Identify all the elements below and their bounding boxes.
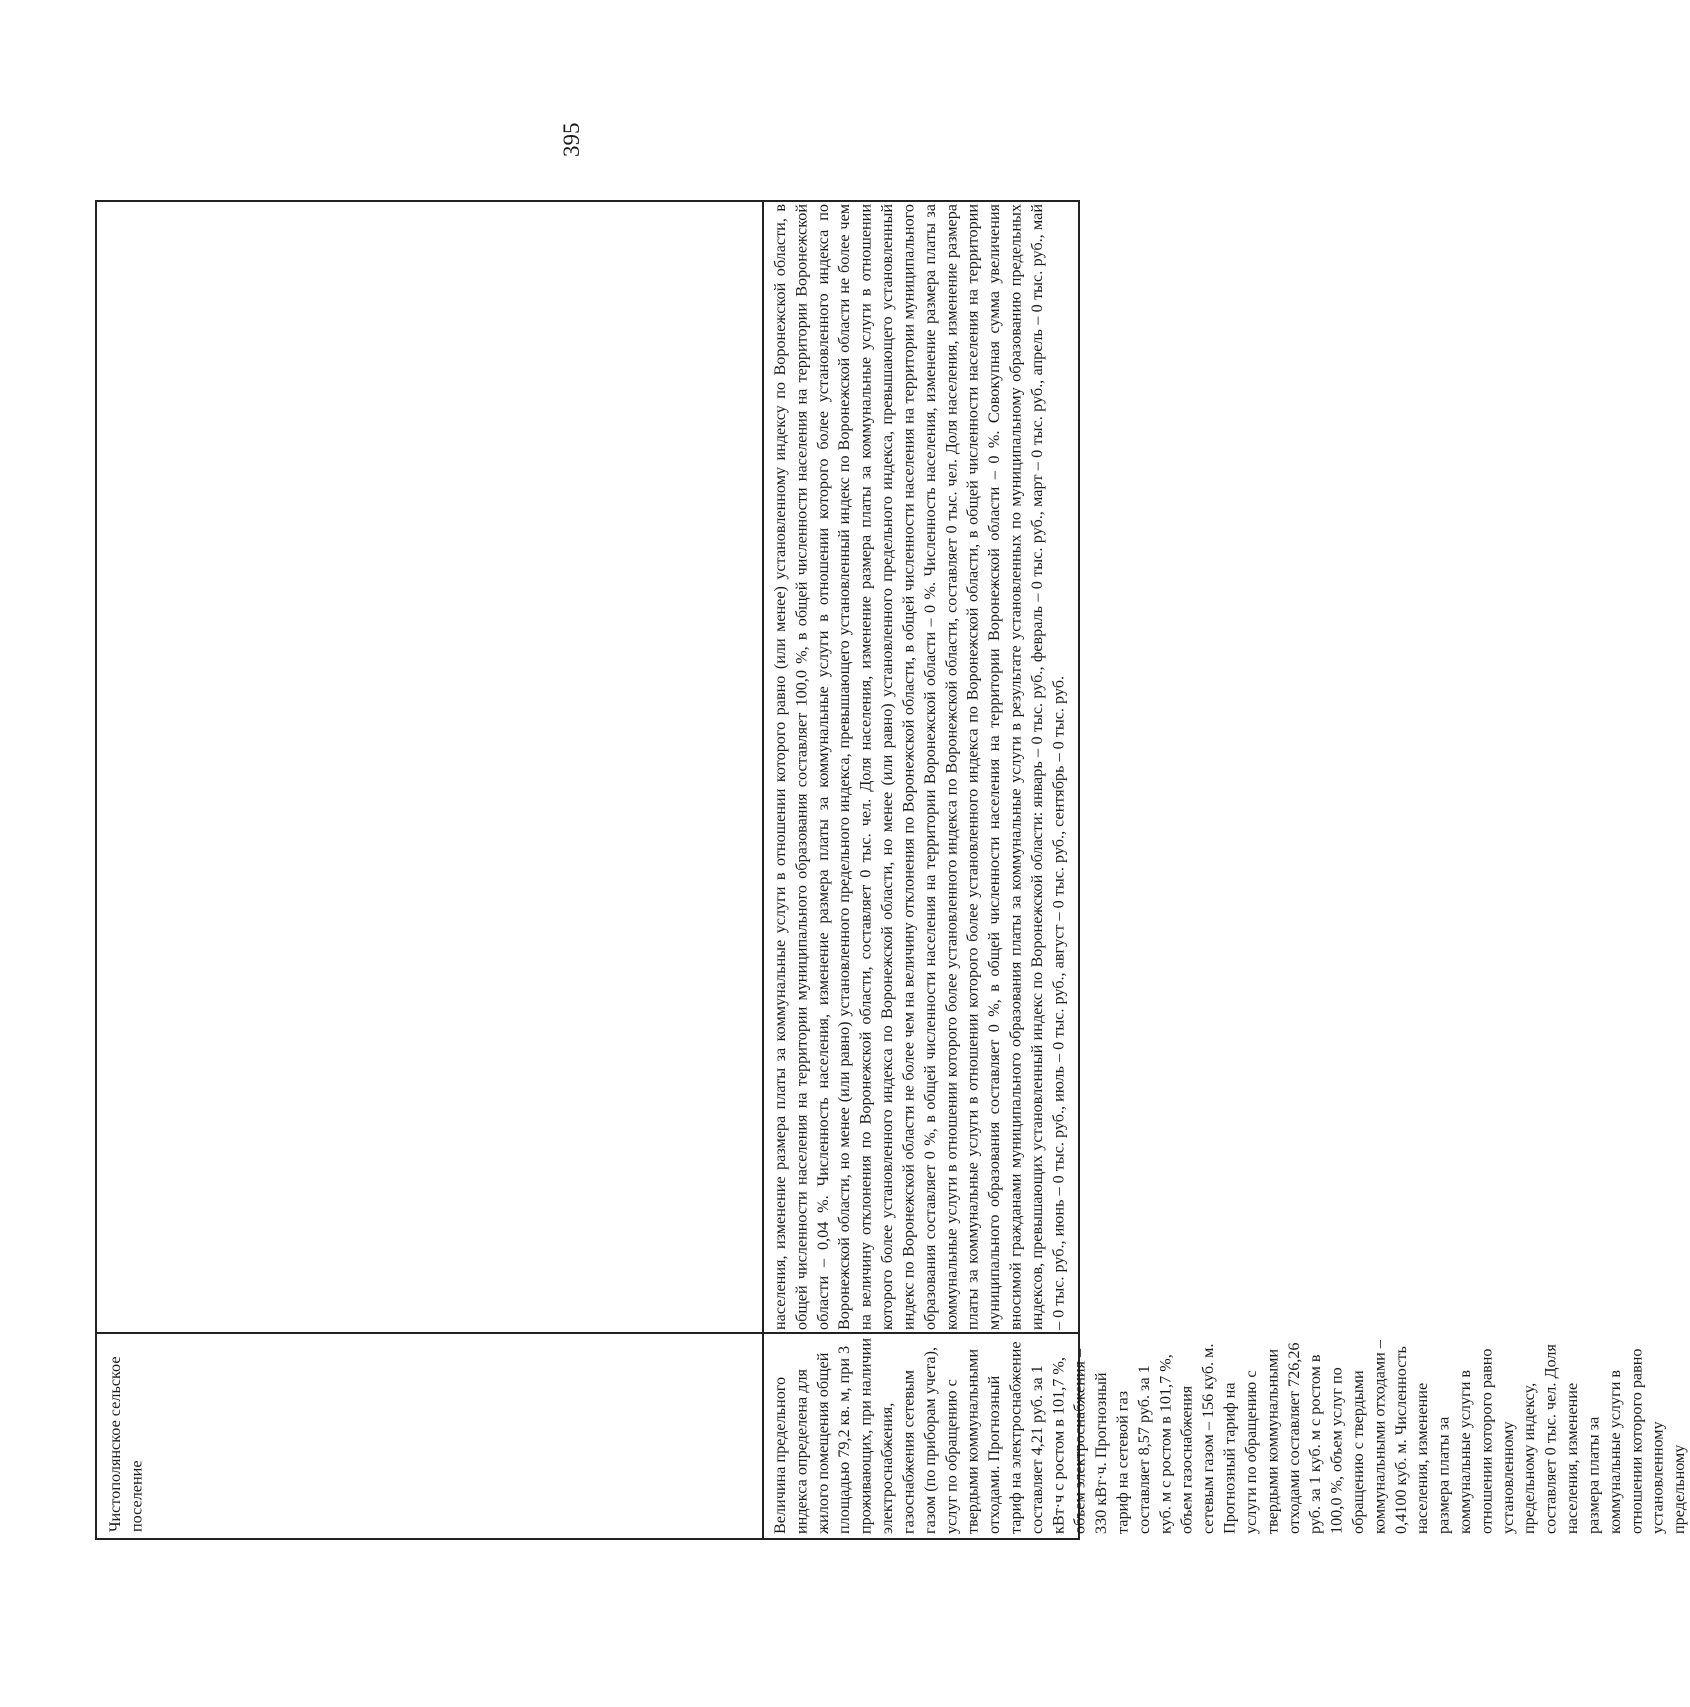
row-1-municipality-cell [99, 202, 762, 1332]
row-2-municipality-cell: Чистополянское сельское поселение [106, 1356, 146, 1532]
page-number: 395 [559, 122, 584, 158]
data-table [95, 200, 1689, 1540]
row-1-description-cell: населения, изменение размера платы за коммунальные услуги в отношении которого равно (или менее) установленному индексу по Воронежской области, в общей численности населения на территории муниципального образования составляет 100,0 %, в общей численности населения на территории Воронежской области – 0,04 %. Численность населения, изменение размера платы за коммунальные услуги в отношении которого более установленного индекса по Воронежской области, но менее (или равно) установленного предельного индекса, превышающего установленный индекс по Воронежской области не более чем на величину отклонения по Воронежской области, составляет 0 тыс. чел. Доля населения, изменение размера платы за коммунальные услуги в отношении которого более установленного индекса по Воронежской области, но менее (или равно) установленного предельного индекса, превышающего установленный индекс по Воронежской области не более чем на величину отклонения по Воронежской области, в общей численности населения на территории муниципального образования составляет 0 %, в общей численности населения на территории Воронежской области – 0 %. Численность населения, изменение размера платы за коммунальные услуги в отношении которого более установленного индекса по Воронежской области, составляет 0 тыс. чел. Доля населения, изменение размера платы за коммунальные услуги в отношении которого более установленного индекса по Воронежской области, в общей численности населения на территории муниципального образования составляет 0 %, в общей численности населения на территории Воронежской области – 0 %. Совокупная сумма увеличения вносимой гражданами муниципального образования платы за коммунальные услуги в результате установленных по муниципальному образованию предельных индексов, превышающих установленный индекс по Воронежской области: январь – 0 тыс. руб., февраль – 0 тыс. руб., март – 0 тыс. руб., апрель – 0 тыс. руб., май – 0 тыс. руб., июнь – 0 тыс. руб., июль – 0 тыс. руб., август – 0 тыс. руб., сентябрь – 0 тыс. руб. [771, 204, 1068, 1330]
row-2-description-cell: Величина предельного индекса определена для жилого помещения общей площадью 79,2 кв. м, при 3 проживающих, при наличии электроснабжения, газоснабжения сетевым газом (по приборам учета), услуг по обращению с твердыми коммунальными отходами. Прогнозный тариф на электроснабжение составляет 4,21 руб. за 1 кВт·ч с ростом в 101,7 %, объем электроснабжения – 330 кВт·ч. Прогнозный тариф на сетевой газ составляет 8,57 руб. за 1 куб. м с ростом в 101,7 %, объем газоснабжения сетевым газом – 156 куб. м. Прогнозный тариф на услуги по обращению с твердыми коммунальными отходами составляет 726,26 руб. за 1 куб. м с ростом в 100,0 %, объем услуг по обращению с твердыми коммунальными отходами – 0,4100 куб. м. Численность населения, изменение размера платы за коммунальные услуги в отношении которого равно установленному предельному индексу, составляет 0 тыс. чел. Доля населения, изменение размера платы за коммунальные услуги в отношении которого равно установленному предельному [771, 1338, 1689, 1534]
